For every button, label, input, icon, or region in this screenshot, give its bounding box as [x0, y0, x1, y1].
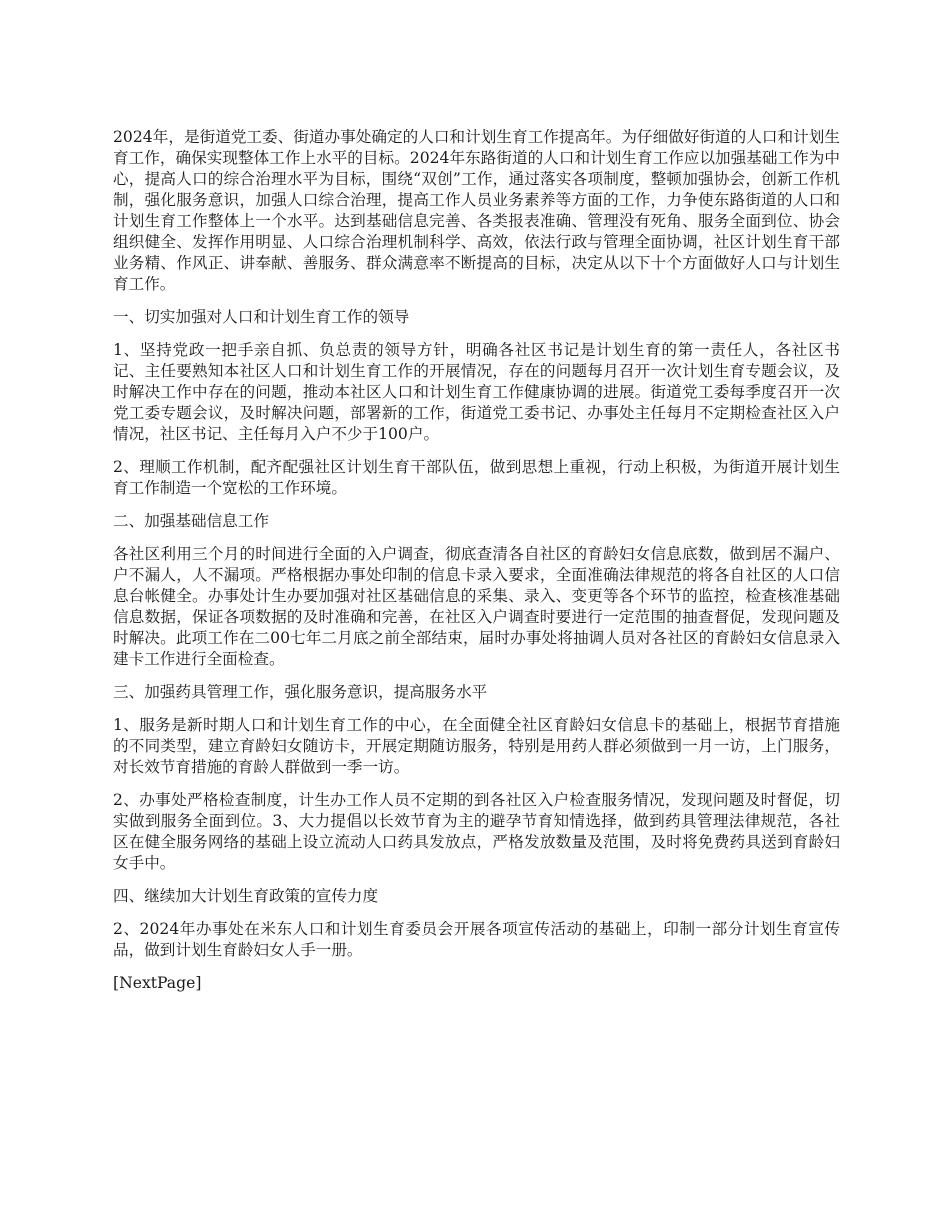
section-2-paragraph: 各社区利用三个月的时间进行全面的入户调查，彻底查清各自社区的育龄妇女信息底数，做到居不漏户、户不漏人，人不漏项。严格根据办事处印制的信息卡录入要求，全面准确法律规范的将各自社区的人口信息台帐健全。办事处计生办要加强对社区基础信息的采集、录入、变更等各个环节的监控，检查核准基础信息数据，保证各项数据的及时准确和完善，在社区入户调查时要进行一定范围的抽查督促，发现问题及时解决。此项工作在二00七年二月底之前全部结束，届时办事处将抽调人员对各社区的育龄妇女信息录入建卡工作进行全面检查。 [113, 545, 840, 668]
section-heading-1: 一、切实加强对人口和计划生育工作的领导 [113, 308, 410, 326]
section-heading-4: 四、继续加大计划生育政策的宣传力度 [113, 887, 379, 905]
document-body [113, 127, 840, 1006]
section-1-item-2: 2、理顺工作机制，配齐配强社区计划生育干部队伍，做到思想上重视，行动上积极，为街道开展计划生育工作制造一个宽松的工作环境。 [113, 458, 840, 497]
next-page-marker: [NextPage] [113, 974, 202, 992]
section-3-item-2: 2、办事处严格检查制度，计生办工作人员不定期的到各社区入户检查服务情况，发现问题及时督促，切实做到服务全面到位。3、大力提倡以长效节育为主的避孕节育知情选择，做到药具管理法律规范，各社区在健全服务网络的基础上设立流动人口药具发放点，严格发放数量及范围，及时将免费药具送到育龄妇女手中。 [113, 791, 840, 872]
section-4-item-2: 2、2024年办事处在米东人口和计划生育委员会开展各项宣传活动的基础上，印制一部分计划生育宣传品，做到计划生育龄妇女人手一册。 [113, 920, 840, 959]
intro-paragraph: 2024年，是街道党工委、街道办事处确定的人口和计划生育工作提高年。为仔细做好街道的人口和计划生育工作，确保实现整体工作上水平的目标。2024年东路街道的人口和计划生育工作应以加强基础工作为中心，提高人口的综合治理水平为目标，围绕“双创”工作，通过落实各项制度，整顿加强协会，创新工作机制，强化服务意识，加强人口综合治理，提高工作人员业务素养等方面的工作，力争使东路街道的人口和计划生育工作整体上一个水平。达到基础信息完善、各类报表准确、管理没有死角、服务全面到位、协会组织健全、发挥作用明显、人口综合治理机制科学、高效，依法行政与管理全面协调，社区计划生育干部业务精、作风正、讲奉献、善服务、群众满意率不断提高的目标，决定从以下十个方面做好人口与计划生育工作。 [113, 128, 840, 293]
section-heading-3: 三、加强药具管理工作，强化服务意识，提高服务水平 [113, 683, 488, 701]
section-heading-2: 二、加强基础信息工作 [113, 512, 269, 530]
section-1-item-1: 1、坚持党政一把手亲自抓、负总责的领导方针，明确各社区书记是计划生育的第一责任人，各社区书记、主任要熟知本社区人口和计划生育工作的开展情况，存在的问题每月召开一次计划生育专题会议，及时解决工作中存在的问题，推动本社区人口和计划生育工作健康协调的进展。街道党工委每季度召开一次党工委专题会议，及时解决问题，部署新的工作，街道党工委书记、办事处主任每月不定期检查社区入户情况，社区书记、主任每月入户不少于100户。 [113, 341, 840, 443]
section-3-item-1: 1、服务是新时期人口和计划生育工作的中心，在全面健全社区育龄妇女信息卡的基础上，根据节育措施的不同类型，建立育龄妇女随访卡，开展定期随访服务，特别是用药人群必须做到一月一访，上门服务，对长效节育措施的育龄人群做到一季一访。 [113, 716, 840, 776]
